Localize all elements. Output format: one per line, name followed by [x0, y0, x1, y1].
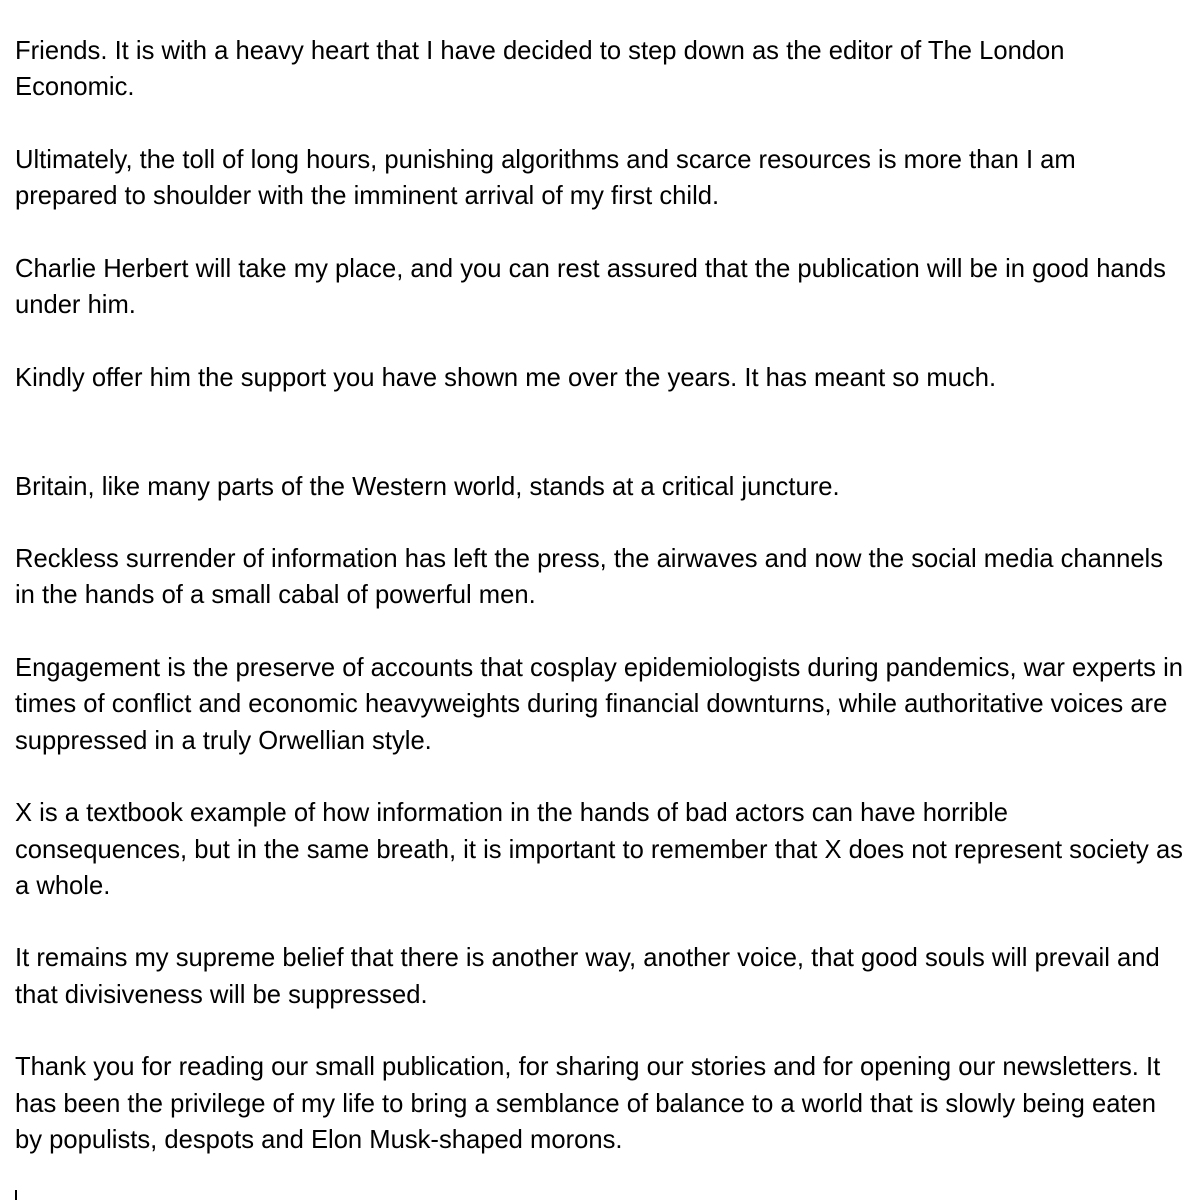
paragraph-information: Reckless surrender of information has left the press, the airwaves and now the social media channels in the hands of a small cabal of powerful men.	[15, 545, 1164, 610]
paragraph-successor: Charlie Herbert will take my place, and you can rest assured that the publication will be in good hands under him.	[15, 254, 1166, 320]
paragraph-thanks: Thank you for reading our small publication, for sharing our stories and for opening our newsletters. It has been the privilege of my life to bring a semblance of balance to a world that is slowly being eaten by populists, despots and Elon Musk-shaped morons.	[15, 1053, 1161, 1154]
paragraph-resignation: Friends. It is with a heavy heart that I have decided to step down as the editor of The London Economic.	[15, 37, 1065, 102]
paragraph-belief: It remains my supreme belief that there is another way, another voice, that good souls will prevail and that divisiveness will be suppressed.	[15, 944, 1160, 1009]
paragraph-break	[15, 432, 1185, 468]
paragraph-support: Kindly offer him the support you have shown me over the years. It has meant so much.	[15, 363, 997, 392]
paragraph-x-example: X is a textbook example of how information in the hands of bad actors can have horrible consequences, but in the same breath, it is important to remember that X does not represent society as a whole.	[15, 799, 1183, 900]
paragraph-reason: Ultimately, the toll of long hours, punishing algorithms and scarce resources is more than I am prepared to shoulder with the imminent arrival of my first child.	[15, 145, 1076, 211]
document-body	[15, 33, 1185, 1195]
paragraph-engagement: Engagement is the preserve of accounts that cosplay epidemiologists during pandemics, war experts in times of conflict and economic heavyweights during financial downturns, while authoritative voices are suppressed in a truly Orwellian style.	[15, 654, 1183, 755]
paragraph-britain: Britain, like many parts of the Western world, stands at a critical juncture.	[15, 472, 840, 501]
text-cursor	[15, 1190, 17, 1200]
